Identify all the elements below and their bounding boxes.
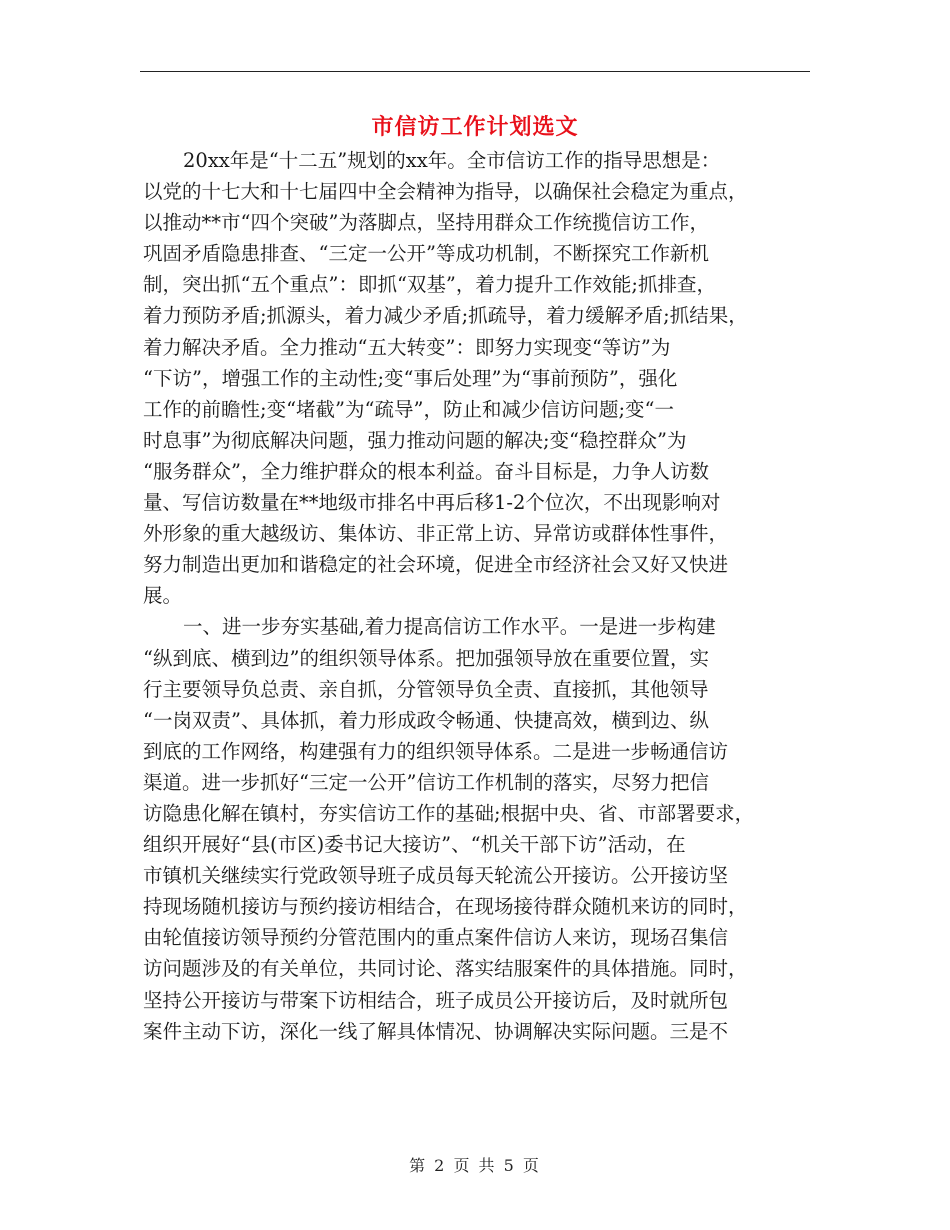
- document-title: 市信访工作计划选文: [371, 115, 579, 140]
- paragraph-line: 渠道。进一步抓好“三定一公开”信访工作机制的落实，尽努力把信: [143, 770, 709, 794]
- header-rule: [140, 71, 810, 72]
- paragraph-line: “服务群众”，全力维护群众的根本利益。奋斗目标是，力争人访数: [143, 459, 709, 483]
- paragraph-line: “纵到底、横到边”的组织领导体系。把加强领导放在重要位置，实: [143, 646, 709, 670]
- paragraph-line: 着力解决矛盾。全力推动“五大转变”：即努力实现变“等访”为: [143, 335, 671, 359]
- paragraph-line: 行主要领导负总责、亲自抓，分管领导负全责、直接抓，其他领导: [143, 677, 709, 701]
- paragraph-line: “一岗双责”、具体抓，着力形成政令畅通、快捷高效，横到边、纵: [143, 708, 709, 732]
- paragraph-line: 量、写信访数量在**地级市排名中再后移1-2个位次，不出现影响对: [143, 491, 721, 515]
- paragraph-line: 以推动**市“四个突破”为落脚点，坚持用群众工作统揽信访工作，: [143, 211, 709, 235]
- paragraph-line: 时息事”为彻底解决问题，强力推动问题的解决;变“稳控群众”为: [143, 428, 687, 452]
- paragraph-line: 着力预防矛盾;抓源头，着力减少矛盾;抓疏导，着力缓解矛盾;抓结果，: [143, 304, 748, 328]
- paragraph-line: 一、进一步夯实基础,着力提高信访工作水平。一是进一步构建: [183, 615, 716, 639]
- paragraph-line: 由轮值接访领导预约分管范围内的重点案件信访人来访，现场召集信: [143, 926, 729, 950]
- paragraph-line: 持现场随机接访与预约接访相结合，在现场接待群众随机来访的同时，: [143, 895, 748, 919]
- paragraph-line: 努力制造出更加和谐稳定的社会环境，促进全市经济社会又好又快进: [143, 553, 729, 577]
- page-number-footer: 第 2 页 共 5 页: [409, 1156, 541, 1175]
- paragraph-line: 坚持公开接访与带案下访相结合，班子成员公开接访后，及时就所包: [143, 988, 729, 1012]
- paragraph-line: 访问题涉及的有关单位，共同讨论、落实结服案件的具体措施。同时，: [143, 957, 748, 981]
- paragraph-line: 到底的工作网络，构建强有力的组织领导体系。二是进一步畅通信访: [143, 739, 729, 763]
- paragraph-line: 以党的十七大和十七届四中全会精神为指导，以确保社会稳定为重点，: [143, 180, 748, 204]
- paragraph-line: 访隐患化解在镇村，夯实信访工作的基础;根据中央、省、市部署要求，: [143, 801, 755, 825]
- paragraph-line: 工作的前瞻性;变“堵截”为“疏导”，防止和减少信访问题;变“一: [143, 397, 674, 421]
- paragraph-line: 案件主动下访，深化一线了解具体情况、协调解决实际问题。三是不: [143, 1019, 729, 1043]
- paragraph-line: 组织开展好“县(市区)委书记大接访”、“机关干部下访”活动，在: [143, 833, 686, 857]
- paragraph-line: 巩固矛盾隐患排查、“三定一公开”等成功机制，不断探究工作新机: [143, 242, 709, 266]
- document-body: [143, 145, 808, 1047]
- paragraph-line: 外形象的重大越级访、集体访、非正常上访、异常访或群体性事件，: [143, 522, 729, 546]
- paragraph-line: “下访”，增强工作的主动性;变“事后处理”为“事前预防”，强化: [143, 366, 678, 390]
- paragraph-line: 制，突出抓“五个重点”：即抓“双基”，着力提升工作效能;抓排查，: [143, 273, 716, 297]
- paragraph-line: 展。: [143, 584, 183, 608]
- paragraph-line: 市镇机关继续实行党政领导班子成员每天轮流公开接访。公开接访坚: [143, 864, 729, 888]
- paragraph-line: 20xx年是“十二五”规划的xx年。全市信访工作的指导思想是：: [183, 149, 721, 172]
